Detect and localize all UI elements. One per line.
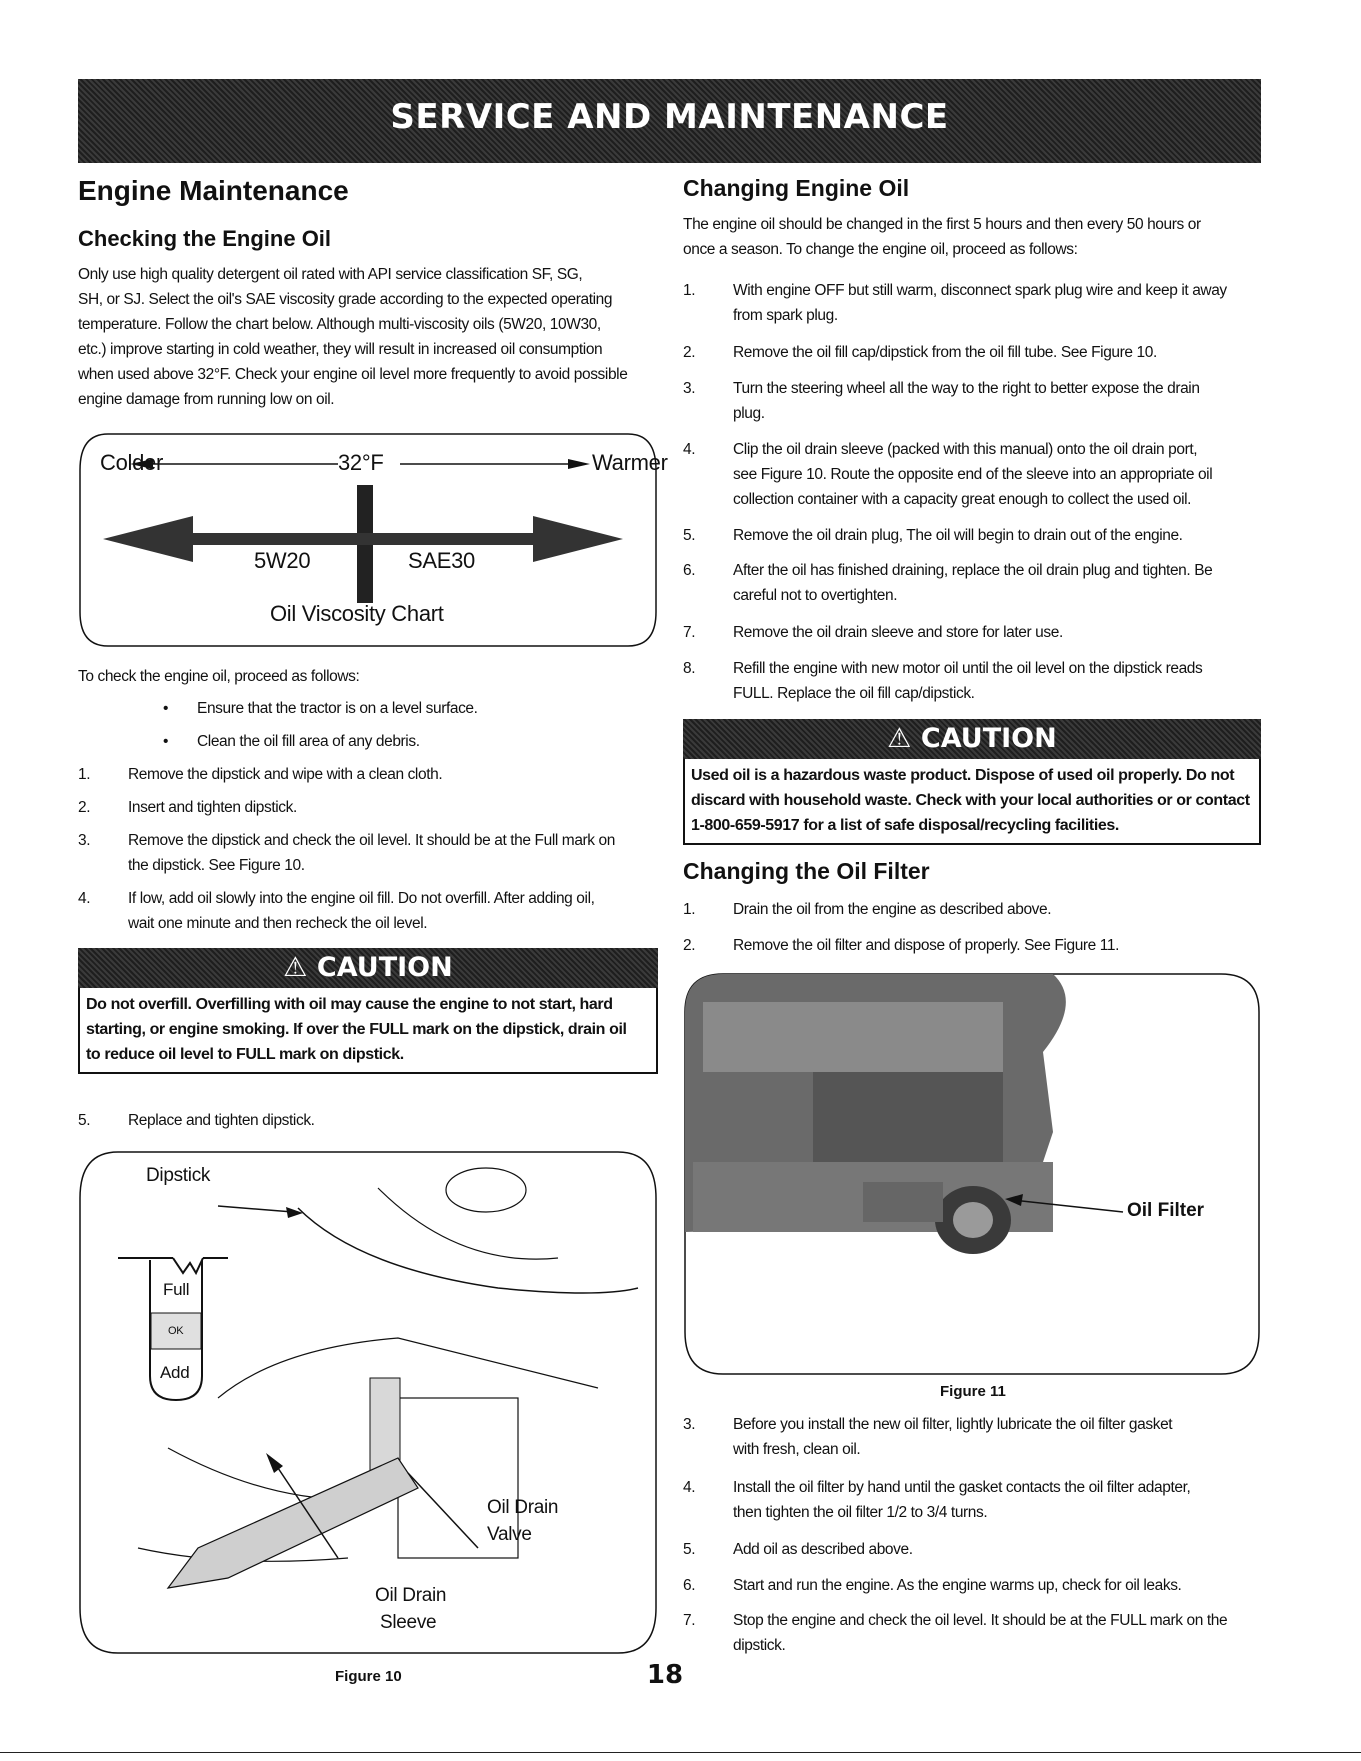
step-text: Add oil as described above. — [733, 1541, 913, 1558]
intro-line: once a season. To change the engine oil, proceed as follows: — [683, 241, 1078, 258]
step-text: Start and run the engine. As the engine warms up, check for oil leaks. — [733, 1577, 1182, 1594]
chart-colder-label: Colder — [100, 450, 164, 475]
step-number: 2. — [683, 937, 696, 954]
step-text: the dipstick. See Figure 10. — [128, 857, 305, 874]
intro-line: The engine oil should be changed in the first 5 hours and then every 50 hours or — [683, 216, 1201, 233]
changing-oil-heading: Changing Engine Oil — [683, 175, 910, 201]
warning-icon: ⚠ — [887, 723, 912, 754]
step-text: Install the oil filter by hand until the gasket contacts the oil filter adapter, — [733, 1479, 1191, 1496]
step-text: After the oil has finished draining, replace the oil drain plug and tighten. Be — [733, 562, 1213, 579]
caution-bar-right — [683, 719, 1261, 759]
step-number: 4. — [78, 890, 91, 907]
step-text: Insert and tighten dipstick. — [128, 799, 297, 816]
step-text: Remove the oil drain sleeve and store for later use. — [733, 624, 1063, 641]
change-step-1 — [683, 278, 1263, 328]
step-number: 1. — [683, 282, 696, 299]
check-step-3 — [78, 828, 658, 878]
step-number: 7. — [683, 1612, 696, 1629]
step-number: 6. — [683, 562, 696, 579]
step-text: Drain the oil from the engine as described above. — [733, 901, 1052, 918]
caution-box-left — [78, 988, 658, 1074]
bullet-dot: • — [163, 733, 169, 750]
step-text: careful not to overtighten. — [733, 587, 898, 604]
change-step-3 — [683, 376, 1263, 426]
step-number: 1. — [683, 901, 696, 918]
caution-bar-left — [78, 948, 658, 988]
step-text: Remove the dipstick and wipe with a clean cloth. — [128, 766, 443, 783]
step-text: With engine OFF but still warm, disconnect spark plug wire and keep it away — [733, 282, 1227, 299]
intro-line: Only use high quality detergent oil rated with API service classification SF, SG, — [78, 266, 583, 283]
chart-temp-label: 32°F — [338, 450, 384, 475]
caution-box-right — [683, 759, 1261, 845]
step-number: 8. — [683, 660, 696, 677]
step-text: Remove the oil filter and dispose of properly. See Figure 11. — [733, 937, 1119, 954]
intro-line: SH, or SJ. Select the oil's SAE viscosity grade according to the expected operating — [78, 291, 613, 308]
fig10-sleeve-label-1: Oil Drain — [375, 1585, 447, 1606]
chart-caption: Oil Viscosity Chart — [270, 601, 444, 626]
step-text: Replace and tighten dipstick. — [128, 1112, 315, 1129]
caution-heading — [78, 952, 658, 983]
figure-10-caption: Figure 10 — [335, 1668, 402, 1685]
step-text: Clip the oil drain sleeve (packed with this manual) onto the oil drain port, — [733, 441, 1198, 458]
filter-step-3 — [683, 1412, 1263, 1462]
filter-step-4 — [683, 1475, 1263, 1525]
intro-line: when used above 32°F. Check your engine oil level more frequently to avoid possible — [78, 366, 628, 383]
step-number: 3. — [78, 832, 91, 849]
chart-warmer-label: Warmer — [592, 450, 668, 475]
fig10-valve-label-1: Oil Drain — [487, 1497, 559, 1518]
checking-oil-heading: Checking the Engine Oil — [78, 226, 332, 251]
caution-line: 1-800-659-5917 for a list of safe disposal/recycling facilities. — [691, 817, 1119, 834]
step-number: 5. — [683, 1541, 696, 1558]
step-text: plug. — [733, 405, 765, 422]
chart-oil-sae30: SAE30 — [408, 548, 475, 573]
intro-line: engine damage from running low on oil. — [78, 391, 335, 408]
step-number: 7. — [683, 624, 696, 641]
fig11-oil-filter-label: Oil Filter — [1127, 1200, 1205, 1221]
step-text: then tighten the oil filter 1/2 to 3/4 turns. — [733, 1504, 988, 1521]
check-step-4 — [78, 886, 658, 936]
caution-line: Used oil is a hazardous waste product. Dispose of used oil properly. Do not — [691, 767, 1235, 784]
engine-maintenance-heading: Engine Maintenance — [78, 175, 349, 206]
fig10-valve-label-2: Valve — [487, 1524, 532, 1545]
step-number: 5. — [78, 1112, 91, 1129]
step-text: Remove the oil fill cap/dipstick from the oil fill tube. See Figure 10. — [733, 344, 1157, 361]
check-intro: To check the engine oil, proceed as follows: — [78, 668, 360, 685]
intro-line: temperature. Follow the chart below. Although multi-viscosity oils (5W20, 10W30, — [78, 316, 601, 333]
step-text: Remove the dipstick and check the oil level. It should be at the Full mark on — [128, 832, 615, 849]
bullet-text: Clean the oil fill area of any debris. — [197, 733, 420, 750]
step-text: If low, add oil slowly into the engine oil fill. Do not overfill. After adding oil, — [128, 890, 595, 907]
page-number: 18 — [646, 1660, 684, 1690]
figure-11-caption: Figure 11 — [940, 1383, 1006, 1400]
step-number: 2. — [683, 344, 696, 361]
warning-icon: ⚠ — [283, 952, 308, 983]
change-step-4 — [683, 437, 1263, 512]
step-text: Remove the oil drain plug, The oil will begin to drain out of the engine. — [733, 527, 1183, 544]
fig10-add-label: Add — [160, 1363, 190, 1382]
step-text: Turn the steering wheel all the way to the right to better expose the drain — [733, 380, 1200, 397]
step-number: 2. — [78, 799, 91, 816]
caution-title: CAUTION — [316, 952, 453, 983]
step-number: 4. — [683, 441, 696, 458]
banner-title: SERVICE AND MAINTENANCE — [390, 97, 949, 137]
step-number: 3. — [683, 380, 696, 397]
intro-line: etc.) improve starting in cold weather, they will result in increased oil consumption — [78, 341, 603, 358]
step-text: with fresh, clean oil. — [733, 1441, 861, 1458]
step-number: 6. — [683, 1577, 696, 1594]
section-banner — [78, 79, 1261, 163]
fig10-ok-label: OK — [168, 1325, 184, 1337]
chart-oil-5w20: 5W20 — [254, 548, 311, 573]
figure-11-photo — [683, 972, 1261, 1377]
caution-line: starting, or engine smoking. If over the FULL mark on the dipstick, drain oil — [86, 1021, 627, 1038]
step-text: dipstick. — [733, 1637, 786, 1654]
bottom-rule — [0, 1752, 1361, 1753]
fig10-full-label: Full — [163, 1280, 190, 1299]
bullet-text: Ensure that the tractor is on a level surface. — [197, 700, 478, 717]
caution-line: Do not overfill. Overfilling with oil may cause the engine to not start, hard — [86, 996, 613, 1013]
step-number: 1. — [78, 766, 91, 783]
caution-line: to reduce oil level to FULL mark on dipstick. — [86, 1046, 404, 1063]
step-number: 3. — [683, 1416, 696, 1433]
caution-heading — [683, 723, 1261, 754]
figure-10-illustration — [78, 1148, 658, 1658]
fig10-dipstick-label: Dipstick — [146, 1165, 211, 1186]
step-text: see Figure 10. Route the opposite end of the sleeve into an appropriate oil — [733, 466, 1213, 483]
caution-line: discard with household waste. Check with your local authorities or or contact — [691, 792, 1250, 809]
changing-filter-heading: Changing the Oil Filter — [683, 858, 930, 884]
step-text: collection container with a capacity great enough to collect the used oil. — [733, 491, 1192, 508]
intro-paragraph — [78, 262, 658, 412]
step-text: from spark plug. — [733, 307, 838, 324]
step-text: Stop the engine and check the oil level. It should be at the FULL mark on the — [733, 1612, 1228, 1629]
step-text: wait one minute and then recheck the oil level. — [128, 915, 428, 932]
changing-intro — [683, 212, 1263, 262]
step-text: Before you install the new oil filter, lightly lubricate the oil filter gasket — [733, 1416, 1173, 1433]
step-text: Refill the engine with new motor oil until the oil level on the dipstick reads — [733, 660, 1203, 677]
change-step-6 — [683, 558, 1263, 608]
fig10-sleeve-label-2: Sleeve — [380, 1612, 437, 1633]
caution-title: CAUTION — [920, 723, 1057, 754]
step-number: 4. — [683, 1479, 696, 1496]
step-text: FULL. Replace the oil fill cap/dipstick. — [733, 685, 975, 702]
change-step-8 — [683, 656, 1263, 706]
step-number: 5. — [683, 527, 696, 544]
filter-step-7 — [683, 1608, 1263, 1658]
bullet-dot: • — [163, 700, 169, 717]
